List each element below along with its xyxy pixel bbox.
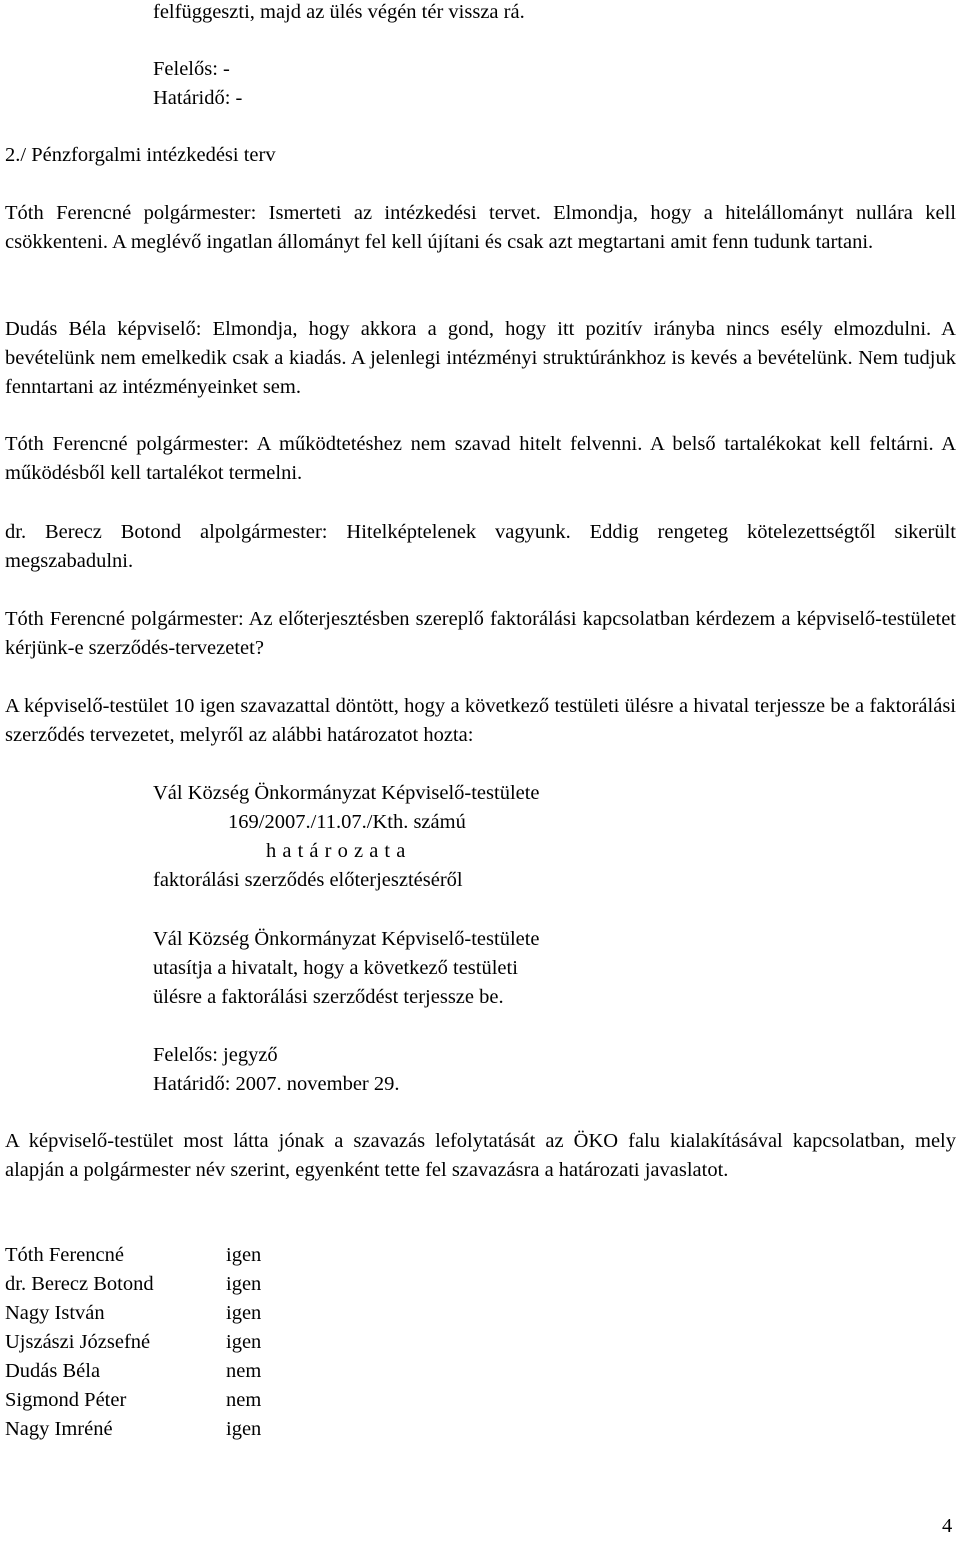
page-number: 4 xyxy=(942,1515,953,1537)
paragraph-mayor-factoring: Tóth Ferencné polgármester: Az előterjesztésben szereplő faktorálási kapcsolatban kérdezem a képviselő-testületet kérjünk-e szerződés-tervezetet? xyxy=(5,608,956,659)
resolution-subject: faktorálási szerződés előterjesztéséről xyxy=(153,869,463,891)
vote-value: igen xyxy=(226,1302,262,1324)
deadline-line: Határidő: - xyxy=(153,87,243,109)
vote-value: igen xyxy=(226,1244,262,1266)
section-heading: 2./ Pénzforgalmi intézkedési terv xyxy=(5,144,276,166)
vote-value: igen xyxy=(226,1273,262,1295)
paragraph-mayor-plan: Tóth Ferencné polgármester: Ismerteti az intézkedési tervet. Elmondja, hogy a hitelállományt nullára kell csökkenteni. A meglévő ingatlan állományt fel kell újítani és csak azt megtartani amit fenn tudunk tartani. xyxy=(5,202,956,253)
paragraph-berecz: dr. Berecz Botond alpolgármester: Hitelképtelenek vagyunk. Eddig rengeteg kötelezettségtől sikerült megszabadulni. xyxy=(5,521,956,572)
top-line: felfüggeszti, majd az ülés végén tér vissza rá. xyxy=(153,1,525,23)
vote-row xyxy=(5,1328,405,1357)
vote-value: nem xyxy=(226,1389,262,1411)
responsible-line: Felelős: - xyxy=(153,58,230,80)
vote-row xyxy=(5,1386,405,1415)
resolution-label: h a t á r o z a t a xyxy=(266,840,406,862)
vote-row xyxy=(5,1270,405,1299)
resolution-number: 169/2007./11.07./Kth. számú xyxy=(228,811,466,833)
resolution-text-1: utasítja a hivatalt, hogy a következő testületi xyxy=(153,957,518,979)
paragraph-mayor-operation: Tóth Ferencné polgármester: A működtetéshez nem szavad hitelt felvenni. A belső tartalékokat kell feltárni. A működésből kell tartalékot termelni. xyxy=(5,433,956,484)
voter-name: Nagy István xyxy=(5,1302,105,1324)
vote-value: igen xyxy=(226,1418,262,1440)
voter-name: Nagy Imréné xyxy=(5,1418,113,1440)
resolution-footer xyxy=(153,1041,913,1099)
vote-row xyxy=(5,1299,405,1328)
paragraph-dudas: Dudás Béla képviselő: Elmondja, hogy akkora a gond, hogy itt pozitív irányba nincs esély elmozdulni. A bevételünk nem emelkedik csak a kiadás. A jelenlegi intézményi struktúránkhoz is kevés a bevételünk. Nem tudjuk fenntartani az intézményeinket sem. xyxy=(5,318,956,398)
voter-name: dr. Berecz Botond xyxy=(5,1273,154,1295)
resolution-body-name: Vál Község Önkormányzat Képviselő-testülete xyxy=(153,782,540,804)
voter-name: Sigmond Péter xyxy=(5,1389,127,1411)
paragraph-decision: A képviselő-testület 10 igen szavazattal döntött, hogy a következő testületi ülésre a hivatal terjessze be a faktorálási szerződés tervezetet, melyről az alábbi határozatot hozta: xyxy=(5,695,956,746)
vote-row xyxy=(5,1241,405,1270)
resolution-deadline: Határidő: 2007. november 29. xyxy=(153,1073,400,1095)
vote-list xyxy=(5,1241,405,1444)
vote-row xyxy=(5,1357,405,1386)
voter-name: Ujszászi Józsefné xyxy=(5,1331,151,1353)
voter-name: Dudás Béla xyxy=(5,1360,101,1382)
resolution-body-name-2: Vál Község Önkormányzat Képviselő-testülete xyxy=(153,928,540,950)
resolution-text-block xyxy=(153,925,913,1012)
vote-value: nem xyxy=(226,1360,262,1382)
paragraph-vote-intro: A képviselő-testület most látta jónak a szavazás lefolytatását az ÖKO falu kialakításával kapcsolatban, mely alapján a polgármester név szerint, egyenként tette fel szavazásra a határozati javaslatot. xyxy=(5,1130,956,1181)
resolution-block xyxy=(153,779,913,895)
resolution-text-2: ülésre a faktorálási szerződést terjessze be. xyxy=(153,986,504,1008)
resolution-responsible: Felelős: jegyző xyxy=(153,1044,278,1066)
vote-value: igen xyxy=(226,1331,262,1353)
voter-name: Tóth Ferencné xyxy=(5,1244,124,1266)
vote-row xyxy=(5,1415,405,1444)
